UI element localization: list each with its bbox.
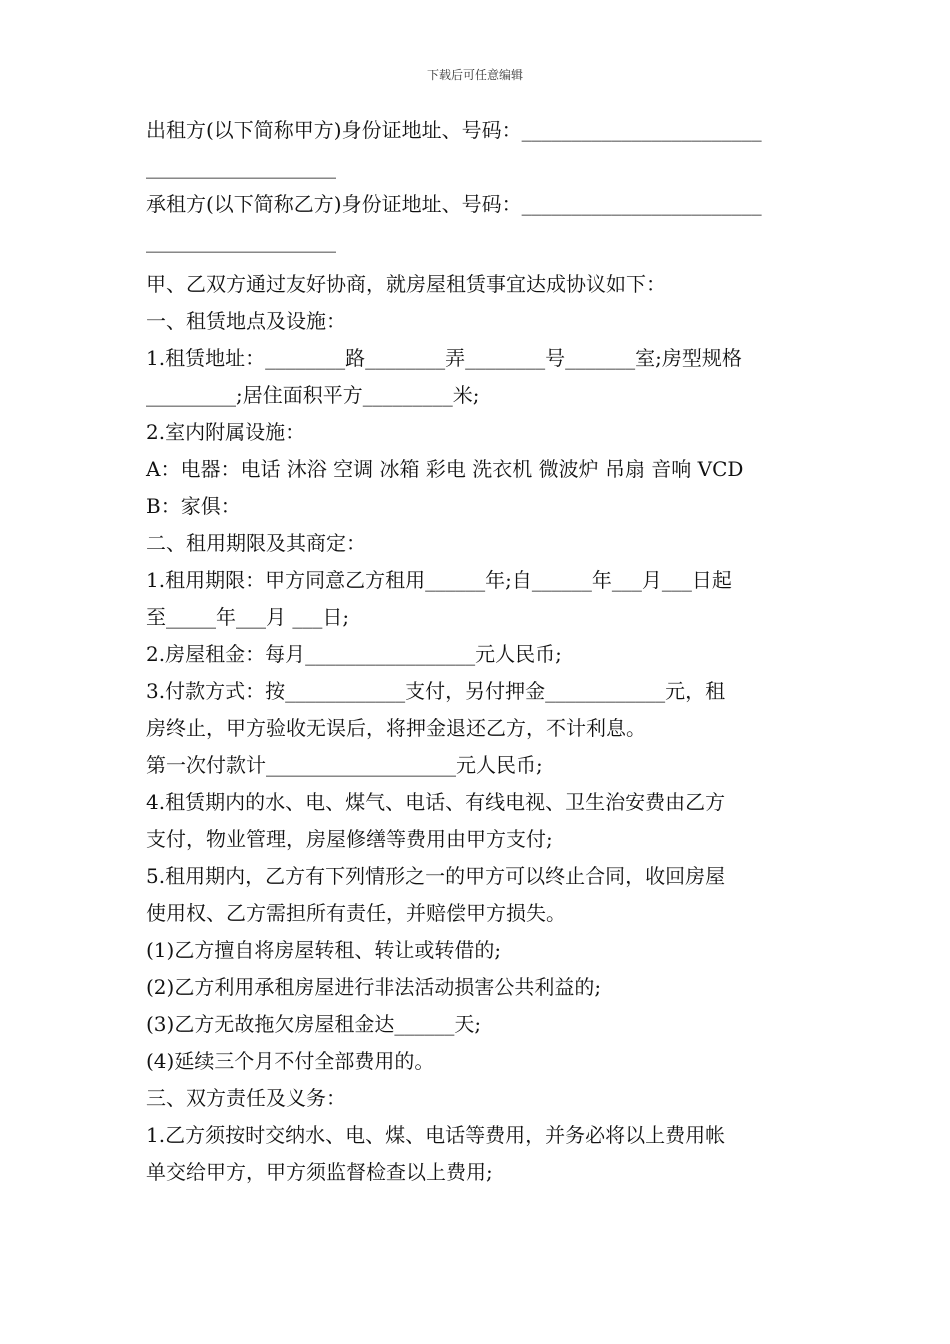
- furniture-line: B：家俱：: [146, 494, 241, 518]
- clause-2-1: 1.租用期限：甲方同意乙方租用______年;自______年___月___日起: [146, 568, 732, 592]
- section-2-heading: 二、租用期限及其商定：: [146, 531, 366, 555]
- clause-3-1-cont: 单交给甲方，甲方须监督检查以上费用;: [146, 1160, 493, 1184]
- first-payment-line: 第一次付款计___________________元人民币;: [146, 753, 543, 777]
- page-header: 下载后可任意编辑: [426, 68, 523, 82]
- condition-1: (1)乙方擅自将房屋转租、转让或转借的;: [146, 938, 502, 962]
- clause-2-3: 3.付款方式：按____________支付，另付押金____________元，租: [146, 679, 726, 703]
- clause-2-1-cont: 至_____年___月 ___日;: [146, 605, 350, 629]
- clause-1-2: 2.室内附属设施：: [146, 420, 306, 444]
- section-3-heading: 三、双方责任及义务：: [146, 1086, 346, 1110]
- appliances-line: A：电器：电话 沐浴 空调 冰箱 彩电 洗衣机 微波炉 吊扇 音响 VCD: [146, 457, 744, 481]
- clause-2-4-cont: 支付，物业管理，房屋修缮等费用由甲方支付;: [146, 827, 553, 851]
- condition-4: (4)延续三个月不付全部费用的。: [146, 1049, 435, 1073]
- clause-1-1: 1.租赁地址：________路________弄________号_______室;房型规格: [146, 346, 742, 370]
- condition-3: (3)乙方无故拖欠房屋租金达______天;: [146, 1012, 482, 1036]
- lessor-id-line-cont: ___________________: [146, 155, 336, 179]
- clause-3-1: 1.乙方须按时交纳水、电、煤、电话等费用，并务必将以上费用帐: [146, 1123, 726, 1147]
- clause-1-1-cont: _________;居住面积平方_________米;: [146, 383, 480, 407]
- clause-2-4: 4.租赁期内的水、电、煤气、电话、有线电视、卫生治安费由乙方: [146, 790, 726, 814]
- lessee-id-line-cont: ___________________: [146, 229, 336, 253]
- agreement-intro: 甲、乙双方通过友好协商，就房屋租赁事宜达成协议如下：: [146, 272, 666, 296]
- section-1-heading: 一、租赁地点及设施：: [146, 309, 346, 333]
- lessor-id-line: 出租方(以下简称甲方)身份证地址、号码：________________________: [146, 118, 762, 142]
- clause-2-5-cont: 使用权、乙方需担所有责任，并赔偿甲方损失。: [146, 901, 566, 925]
- clause-2-3-cont: 房终止，甲方验收无误后，将押金退还乙方，不计利息。: [146, 716, 646, 740]
- condition-2: (2)乙方利用承租房屋进行非法活动损害公共利益的;: [146, 975, 602, 999]
- clause-2-2: 2.房屋租金：每月_________________元人民币;: [146, 642, 562, 666]
- contract-body: [146, 112, 806, 1191]
- clause-2-5: 5.租用期内，乙方有下列情形之一的甲方可以终止合同，收回房屋: [146, 864, 726, 888]
- lessee-id-line: 承租方(以下简称乙方)身份证地址、号码：________________________: [146, 192, 762, 216]
